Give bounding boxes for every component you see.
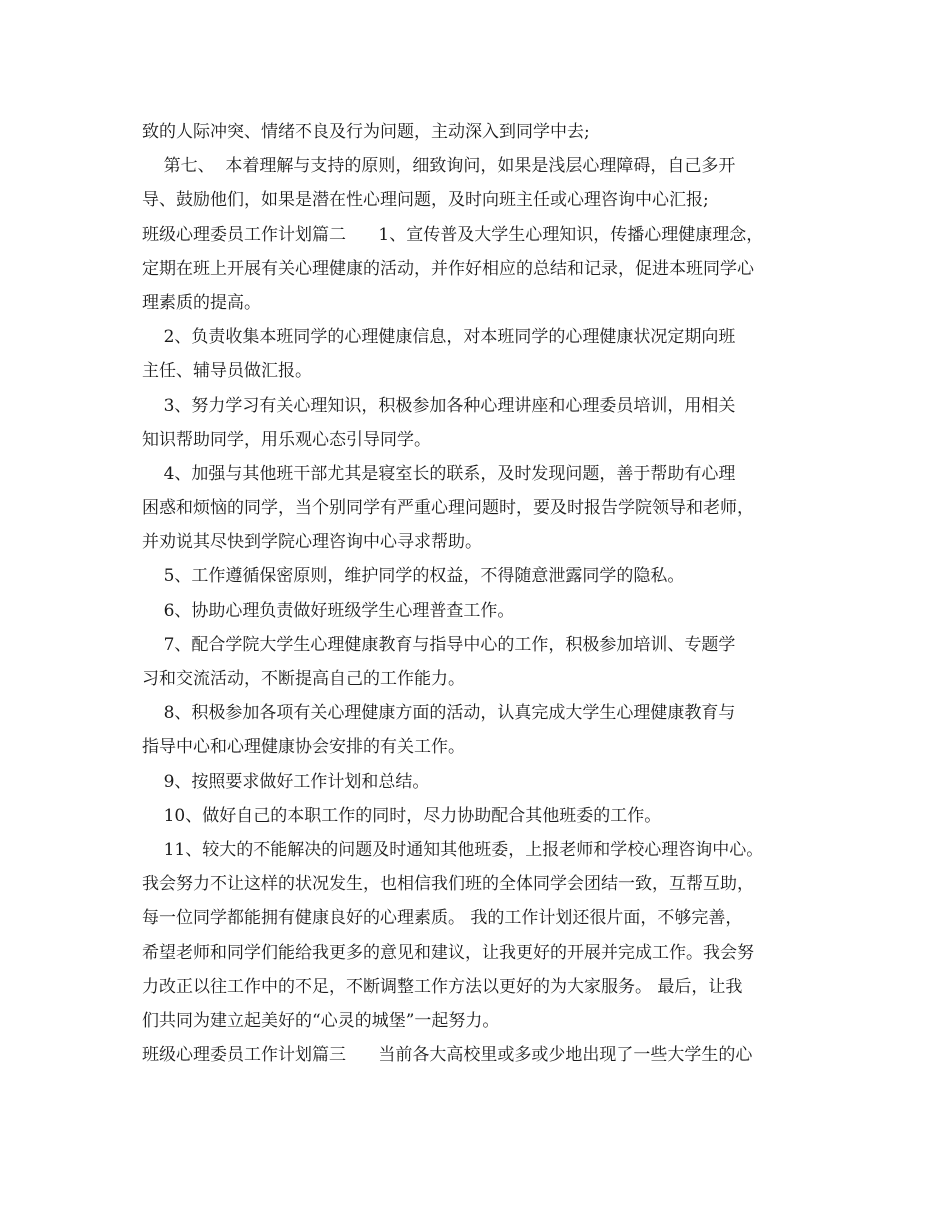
text-line: 7、配合学院大学生心理健康教育与指导中心的工作，积极参加培训、专题学 [142, 634, 736, 655]
text-line: 第七、 本着理解与支持的原则，细致询问，如果是浅层心理障碍，自己多开 [142, 156, 736, 177]
section-heading-line: 班级心理委员工作计划篇三 当前各大高校里或多或少地出现了一些大学生的心 [142, 1045, 753, 1066]
document-body [142, 115, 842, 1072]
text-line: 习和交流活动，不断提高自己的工作能力。 [142, 669, 465, 689]
text-line: 2、负责收集本班同学的心理健康信息，对本班同学的心理健康状况定期向班 [142, 327, 736, 348]
text-line: 致的人际冲突、情绪不良及行为问题，主动深入到同学中去; [142, 122, 590, 142]
section-heading-line: 班级心理委员工作计划篇二 1、宣传普及大学生心理知识，传播心理健康理念， [142, 224, 764, 245]
text-line: 知识帮助同学，用乐观心态引导同学。 [142, 429, 431, 450]
text-line: 主任、辅导员做汇报。 [142, 361, 312, 382]
text-line: 3、努力学习有关心理知识，积极参加各种心理讲座和心理委员培训，用相关 [142, 395, 736, 416]
text-line: 4、加强与其他班干部尤其是寝室长的联系，及时发现问题，善于帮助有心理 [142, 463, 736, 484]
text-line: 8、积极参加各项有关心理健康方面的活动，认真完成大学生心理健康教育与 [142, 703, 736, 724]
text-line: 6、协助心理负责做好班级学生心理普查工作。 [142, 600, 515, 621]
text-line: 希望老师和同学们能给我更多的意见和建议，让我更好的开展并完成工作。我会努 [142, 942, 754, 963]
text-line: 10、做好自己的本职工作的同时，尽力协助配合其他班委的工作。 [142, 805, 662, 826]
text-line: 11、较大的不能解决的问题及时通知其他班委，上报老师和学校心理咨询中心。 [142, 839, 764, 860]
text-line: 我会努力不让这样的状况发生，也相信我们班的全体同学会团结一致，互帮互助， [142, 874, 754, 895]
text-line: 导、鼓励他们，如果是潜在性心理问题，及时向班主任或心理咨询中心汇报; [142, 190, 709, 211]
text-line: 理素质的提高。 [142, 292, 261, 313]
text-line: 困惑和烦恼的同学，当个别同学有严重心理问题时，要及时报告学院领导和老师， [142, 498, 754, 519]
text-line: 指导中心和心理健康协会安排的有关工作。 [142, 737, 465, 758]
text-line: 定期在班上开展有关心理健康的活动，并作好相应的总结和记录，促进本班同学心 [142, 258, 754, 279]
text-line: 5、工作遵循保密原则，维护同学的权益，不得随意泄露同学的隐私。 [142, 566, 685, 587]
text-line: 并劝说其尽快到学院心理咨询中心寻求帮助。 [142, 532, 482, 553]
text-line: 每一位同学都能拥有健康良好的心理素质。 我的工作计划还很片面，不够完善， [142, 908, 743, 929]
text-line: 9、按照要求做好工作计划和总结。 [142, 771, 430, 792]
text-line: 们共同为建立起美好的“心灵的城堡”一起努力。 [142, 1010, 500, 1031]
text-line: 力改正以往工作中的不足，不断调整工作方法以更好的为大家服务。 最后，让我 [142, 976, 743, 997]
